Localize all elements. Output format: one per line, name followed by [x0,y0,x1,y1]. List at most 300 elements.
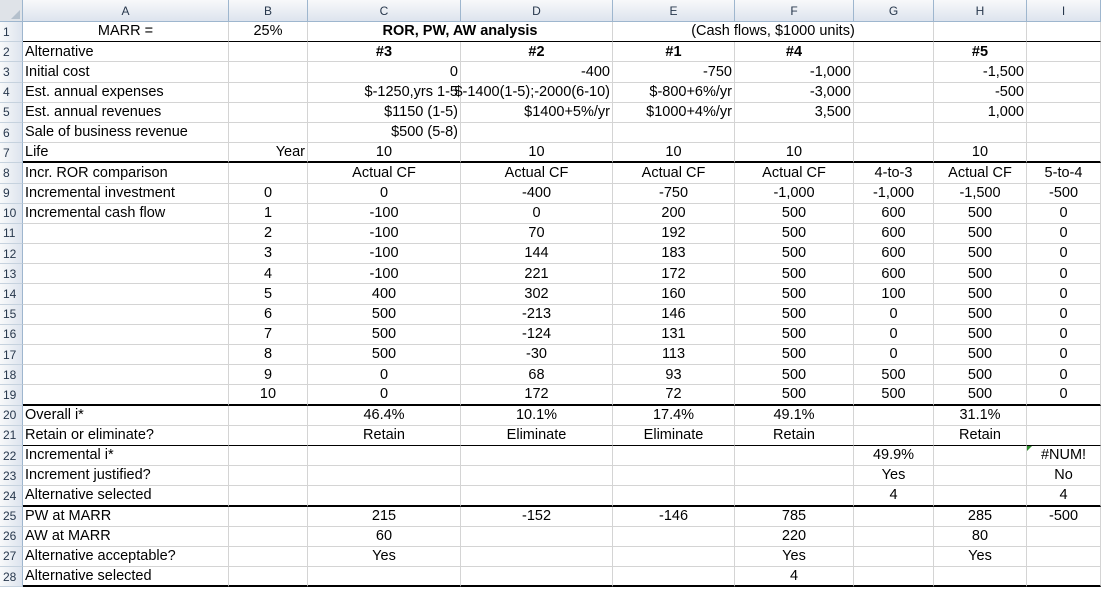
cell-h20[interactable]: 31.1% [934,406,1027,426]
sheet-row [0,163,1101,183]
cell-b15[interactable]: 6 [229,305,308,325]
cell-a25[interactable]: PW at MARR [23,507,229,527]
cell-d23[interactable] [461,466,613,486]
cell-i14[interactable]: 0 [1027,284,1101,304]
cell-d14[interactable]: 302 [461,284,613,304]
cell-i13[interactable]: 0 [1027,264,1101,284]
sheet-row [0,143,1101,163]
sheet-row [0,204,1101,224]
cell-f14[interactable]: 500 [735,284,854,304]
cell-f11[interactable]: 500 [735,224,854,244]
cell-g3[interactable] [854,62,934,82]
column-header-a[interactable]: A [23,0,229,22]
cell-a21[interactable]: Retain or eliminate? [23,426,229,446]
cell-f21[interactable]: Retain [735,426,854,446]
cell-a19[interactable] [23,385,229,405]
cell-b1[interactable]: 25% [229,22,308,42]
cell-d12[interactable]: 144 [461,244,613,264]
cell-g16[interactable]: 0 [854,325,934,345]
cell-e10[interactable]: 200 [613,204,735,224]
cell-h7[interactable]: 10 [934,143,1027,163]
cell-a8[interactable]: Incr. ROR comparison [23,163,229,183]
cell-e2[interactable]: #1 [613,42,735,62]
column-header-f[interactable]: F [735,0,854,22]
cell-e5[interactable]: $1000+4%/yr [613,103,735,123]
cell-a20[interactable]: Overall i* [23,406,229,426]
cell-f25[interactable]: 785 [735,507,854,527]
cell-f20[interactable]: 49.1% [735,406,854,426]
cell-i7[interactable] [1027,143,1101,163]
cell-e4[interactable]: $-800+6%/yr [613,83,735,103]
cell-a10[interactable]: Incremental cash flow [23,204,229,224]
cell-g10[interactable]: 600 [854,204,934,224]
cell-f7[interactable]: 10 [735,143,854,163]
cell-e21[interactable]: Eliminate [613,426,735,446]
cell-c13[interactable]: -100 [308,264,461,284]
row-header[interactable]: 8 [0,163,23,183]
row-header[interactable]: 28 [0,567,23,587]
cell-e23[interactable] [613,466,735,486]
error-indicator-icon[interactable] [1027,446,1032,451]
cell-g8[interactable]: 4-to-3 [854,163,934,183]
cell-g17[interactable]: 0 [854,345,934,365]
cell-a26[interactable]: AW at MARR [23,527,229,547]
cell-g7[interactable] [854,143,934,163]
cell-h28[interactable] [934,567,1027,587]
cell-c14[interactable]: 400 [308,284,461,304]
cell-e8[interactable]: Actual CF [613,163,735,183]
cell-b18[interactable]: 9 [229,365,308,385]
cell-i9[interactable]: -500 [1027,184,1101,204]
cell-c7[interactable]: 10 [308,143,461,163]
cell-h6[interactable] [934,123,1027,143]
cell-a9[interactable]: Incremental investment [23,184,229,204]
cell-i27[interactable] [1027,547,1101,567]
row-header[interactable]: 16 [0,325,23,345]
cell-d21[interactable]: Eliminate [461,426,613,446]
cell-h27[interactable]: Yes [934,547,1027,567]
cell-d15[interactable]: -213 [461,305,613,325]
cell-a13[interactable] [23,264,229,284]
row-header[interactable]: 21 [0,426,23,446]
cell-h12[interactable]: 500 [934,244,1027,264]
cell-f13[interactable]: 500 [735,264,854,284]
cell-e7[interactable]: 10 [613,143,735,163]
cell-e20[interactable]: 17.4% [613,406,735,426]
cell-i16[interactable]: 0 [1027,325,1101,345]
cell-d6[interactable] [461,123,613,143]
row-header[interactable]: 27 [0,547,23,567]
column-header-h[interactable]: H [934,0,1027,22]
cell-d24[interactable] [461,486,613,506]
cell-e27[interactable] [613,547,735,567]
cell-a18[interactable] [23,365,229,385]
cell-c16[interactable]: 500 [308,325,461,345]
cell-b23[interactable] [229,466,308,486]
cell-b4[interactable] [229,83,308,103]
cell-b9[interactable]: 0 [229,184,308,204]
cell-g24[interactable]: 4 [854,486,934,506]
sheet-row [0,244,1101,264]
cell-i5[interactable] [1027,103,1101,123]
cell-b19[interactable]: 10 [229,385,308,405]
cell-g15[interactable]: 0 [854,305,934,325]
cell-h1[interactable] [934,22,1027,42]
cell-h14[interactable]: 500 [934,284,1027,304]
row-header[interactable]: 17 [0,345,23,365]
cell-a4[interactable]: Est. annual expenses [23,83,229,103]
row-header[interactable]: 26 [0,527,23,547]
cell-i1[interactable] [1027,22,1101,42]
cell-d28[interactable] [461,567,613,587]
cell-f16[interactable]: 500 [735,325,854,345]
cell-d8[interactable]: Actual CF [461,163,613,183]
column-header-d[interactable]: D [461,0,613,22]
cell-d16[interactable]: -124 [461,325,613,345]
row-header[interactable]: 3 [0,62,23,82]
row-header[interactable]: 19 [0,385,23,405]
cell-a16[interactable] [23,325,229,345]
cell-g25[interactable] [854,507,934,527]
cell-f3[interactable]: -1,000 [735,62,854,82]
cell-g23[interactable]: Yes [854,466,934,486]
cell-f17[interactable]: 500 [735,345,854,365]
cell-g28[interactable] [854,567,934,587]
cell-h21[interactable]: Retain [934,426,1027,446]
row-header[interactable]: 2 [0,42,23,62]
cell-b6[interactable] [229,123,308,143]
cell-f27[interactable]: Yes [735,547,854,567]
cell-a2[interactable]: Alternative [23,42,229,62]
cell-a28[interactable]: Alternative selected [23,567,229,587]
cell-f26[interactable]: 220 [735,527,854,547]
cell-i25[interactable]: -500 [1027,507,1101,527]
cell-a12[interactable] [23,244,229,264]
cell-c27[interactable]: Yes [308,547,461,567]
cell-d18[interactable]: 68 [461,365,613,385]
cell-g18[interactable]: 500 [854,365,934,385]
cell-d9[interactable]: -400 [461,184,613,204]
column-header-c[interactable]: C [308,0,461,22]
cell-h19[interactable]: 500 [934,385,1027,405]
cell-i12[interactable]: 0 [1027,244,1101,264]
cell-e13[interactable]: 172 [613,264,735,284]
cell-g19[interactable]: 500 [854,385,934,405]
cell-f9[interactable]: -1,000 [735,184,854,204]
cell-a1[interactable]: MARR = [23,22,229,42]
select-all-corner[interactable] [0,0,23,22]
cell-e16[interactable]: 131 [613,325,735,345]
cell-b14[interactable]: 5 [229,284,308,304]
cell-d2[interactable]: #2 [461,42,613,62]
sheet-row [0,42,1101,62]
cell-e25[interactable]: -146 [613,507,735,527]
cell-h26[interactable]: 80 [934,527,1027,547]
cell-c10[interactable]: -100 [308,204,461,224]
cell-f22[interactable] [735,446,854,466]
cell-f8[interactable]: Actual CF [735,163,854,183]
cell-i2[interactable] [1027,42,1101,62]
row-header[interactable]: 24 [0,486,23,506]
cell-a5[interactable]: Est. annual revenues [23,103,229,123]
cell-a7[interactable]: Life [23,143,229,163]
cell-c23[interactable] [308,466,461,486]
cell-h16[interactable]: 500 [934,325,1027,345]
cell-f12[interactable]: 500 [735,244,854,264]
cell-g5[interactable] [854,103,934,123]
cell-e24[interactable] [613,486,735,506]
row-header[interactable]: 14 [0,284,23,304]
cell-e19[interactable]: 72 [613,385,735,405]
cell-h24[interactable] [934,486,1027,506]
cell-a14[interactable] [23,284,229,304]
cell-c1[interactable]: ROR, PW, AW analysis [308,22,613,42]
row-header[interactable]: 25 [0,507,23,527]
cell-i19[interactable]: 0 [1027,385,1101,405]
column-header-e[interactable]: E [613,0,735,22]
cell-d27[interactable] [461,547,613,567]
column-header-g[interactable]: G [854,0,934,22]
cell-g6[interactable] [854,123,934,143]
cell-e28[interactable] [613,567,735,587]
cell-e9[interactable]: -750 [613,184,735,204]
cell-i11[interactable]: 0 [1027,224,1101,244]
cell-e18[interactable]: 93 [613,365,735,385]
cell-g27[interactable] [854,547,934,567]
cell-d4[interactable]: $-1400(1-5);-2000(6-10) [461,83,613,103]
cell-i6[interactable] [1027,123,1101,143]
cell-h23[interactable] [934,466,1027,486]
cell-c3[interactable]: 0 [308,62,461,82]
cell-g13[interactable]: 600 [854,264,934,284]
cell-f6[interactable] [735,123,854,143]
sheet-row [0,406,1101,426]
cell-c6[interactable]: $500 (5-8) [308,123,461,143]
cell-f4[interactable]: -3,000 [735,83,854,103]
cell-i10[interactable]: 0 [1027,204,1101,224]
cell-c17[interactable]: 500 [308,345,461,365]
cell-c21[interactable]: Retain [308,426,461,446]
sheet-row [0,325,1101,345]
cell-b7[interactable]: Year [229,143,308,163]
cell-f10[interactable]: 500 [735,204,854,224]
cell-g9[interactable]: -1,000 [854,184,934,204]
cell-a15[interactable] [23,305,229,325]
cell-a6[interactable]: Sale of business revenue [23,123,229,143]
sheet-row [0,305,1101,325]
cell-h8[interactable]: Actual CF [934,163,1027,183]
cell-f2[interactable]: #4 [735,42,854,62]
cell-c24[interactable] [308,486,461,506]
cell-i17[interactable]: 0 [1027,345,1101,365]
row-header[interactable]: 23 [0,466,23,486]
cell-d19[interactable]: 172 [461,385,613,405]
row-header[interactable]: 1 [0,22,23,42]
cell-b10[interactable]: 1 [229,204,308,224]
cell-f18[interactable]: 500 [735,365,854,385]
cell-b22[interactable] [229,446,308,466]
row-header[interactable]: 6 [0,123,23,143]
cell-c8[interactable]: Actual CF [308,163,461,183]
cell-g12[interactable]: 600 [854,244,934,264]
cell-b21[interactable] [229,426,308,446]
row-header[interactable]: 5 [0,103,23,123]
cell-i24[interactable]: 4 [1027,486,1101,506]
cell-c20[interactable]: 46.4% [308,406,461,426]
cell-h22[interactable] [934,446,1027,466]
row-header[interactable]: 7 [0,143,23,163]
cell-c22[interactable] [308,446,461,466]
cell-e6[interactable] [613,123,735,143]
cell-h5[interactable]: 1,000 [934,103,1027,123]
cell-b20[interactable] [229,406,308,426]
cell-b8[interactable] [229,163,308,183]
row-header[interactable]: 22 [0,446,23,466]
cell-i3[interactable] [1027,62,1101,82]
row-header[interactable]: 11 [0,224,23,244]
cell-f5[interactable]: 3,500 [735,103,854,123]
row-header[interactable]: 15 [0,305,23,325]
row-header[interactable]: 20 [0,406,23,426]
row-header[interactable]: 13 [0,264,23,284]
cell-a24[interactable]: Alternative selected [23,486,229,506]
cell-e11[interactable]: 192 [613,224,735,244]
cell-b17[interactable]: 8 [229,345,308,365]
cell-c9[interactable]: 0 [308,184,461,204]
cell-h11[interactable]: 500 [934,224,1027,244]
cell-b25[interactable] [229,507,308,527]
cell-g22[interactable]: 49.9% [854,446,934,466]
cell-b26[interactable] [229,527,308,547]
cell-h2[interactable]: #5 [934,42,1027,62]
cell-grid[interactable] [0,22,1101,587]
cell-h15[interactable]: 500 [934,305,1027,325]
cell-c2[interactable]: #3 [308,42,461,62]
cell-e15[interactable]: 146 [613,305,735,325]
cell-c11[interactable]: -100 [308,224,461,244]
cell-d3[interactable]: -400 [461,62,613,82]
cell-b3[interactable] [229,62,308,82]
cell-c25[interactable]: 215 [308,507,461,527]
cell-d7[interactable]: 10 [461,143,613,163]
cell-e3[interactable]: -750 [613,62,735,82]
cell-g2[interactable] [854,42,934,62]
cell-c19[interactable]: 0 [308,385,461,405]
cell-b13[interactable]: 4 [229,264,308,284]
row-header[interactable]: 18 [0,365,23,385]
cell-f23[interactable] [735,466,854,486]
cell-d22[interactable] [461,446,613,466]
row-header[interactable]: 12 [0,244,23,264]
column-header-b[interactable]: B [229,0,308,22]
cell-b24[interactable] [229,486,308,506]
cell-h18[interactable]: 500 [934,365,1027,385]
cell-d11[interactable]: 70 [461,224,613,244]
row-header[interactable]: 9 [0,184,23,204]
cell-d20[interactable]: 10.1% [461,406,613,426]
cell-e14[interactable]: 160 [613,284,735,304]
cell-i23[interactable]: No [1027,466,1101,486]
cell-g21[interactable] [854,426,934,446]
cell-e17[interactable]: 113 [613,345,735,365]
cell-g11[interactable]: 600 [854,224,934,244]
cell-h3[interactable]: -1,500 [934,62,1027,82]
cell-h9[interactable]: -1,500 [934,184,1027,204]
cell-d13[interactable]: 221 [461,264,613,284]
cell-h10[interactable]: 500 [934,204,1027,224]
cell-b5[interactable] [229,103,308,123]
cell-e26[interactable] [613,527,735,547]
cell-d10[interactable]: 0 [461,204,613,224]
cell-i21[interactable] [1027,426,1101,446]
cell-f19[interactable]: 500 [735,385,854,405]
cell-b16[interactable]: 7 [229,325,308,345]
cell-c28[interactable] [308,567,461,587]
cell-f28[interactable]: 4 [735,567,854,587]
cell-e12[interactable]: 183 [613,244,735,264]
cell-i15[interactable]: 0 [1027,305,1101,325]
row-header[interactable]: 10 [0,204,23,224]
cell-c12[interactable]: -100 [308,244,461,264]
sheet-row [0,62,1101,82]
cell-h4[interactable]: -500 [934,83,1027,103]
cell-i22[interactable] [1027,446,1101,466]
cell-g20[interactable] [854,406,934,426]
cell-i28[interactable] [1027,567,1101,587]
cell-b11[interactable]: 2 [229,224,308,244]
cell-f15[interactable]: 500 [735,305,854,325]
cell-b2[interactable] [229,42,308,62]
cell-i26[interactable] [1027,527,1101,547]
cell-e22[interactable] [613,446,735,466]
cell-a23[interactable]: Increment justified? [23,466,229,486]
cell-a17[interactable] [23,345,229,365]
cell-h25[interactable]: 285 [934,507,1027,527]
cell-c4[interactable]: $-1250,yrs 1-5 [308,83,461,103]
sheet-row [0,22,1101,42]
cell-c26[interactable]: 60 [308,527,461,547]
cell-d5[interactable]: $1400+5%/yr [461,103,613,123]
cell-g4[interactable] [854,83,934,103]
cell-d17[interactable]: -30 [461,345,613,365]
cell-i18[interactable]: 0 [1027,365,1101,385]
cell-d26[interactable] [461,527,613,547]
cell-c18[interactable]: 0 [308,365,461,385]
cell-d25[interactable]: -152 [461,507,613,527]
cell-h13[interactable]: 500 [934,264,1027,284]
cell-f24[interactable] [735,486,854,506]
cell-e1[interactable]: (Cash flows, $1000 units) [613,22,934,42]
cell-g14[interactable]: 100 [854,284,934,304]
cell-i20[interactable] [1027,406,1101,426]
cell-a11[interactable] [23,224,229,244]
cell-b12[interactable]: 3 [229,244,308,264]
cell-b27[interactable] [229,547,308,567]
cell-c15[interactable]: 500 [308,305,461,325]
cell-h17[interactable]: 500 [934,345,1027,365]
cell-a27[interactable]: Alternative acceptable? [23,547,229,567]
row-header[interactable]: 4 [0,83,23,103]
cell-a3[interactable]: Initial cost [23,62,229,82]
cell-a22[interactable]: Incremental i* [23,446,229,466]
column-header-i[interactable]: I [1027,0,1101,22]
cell-i8[interactable]: 5-to-4 [1027,163,1101,183]
sheet-row [0,103,1101,123]
cell-c5[interactable]: $1150 (1-5) [308,103,461,123]
cell-b28[interactable] [229,567,308,587]
cell-g26[interactable] [854,527,934,547]
cell-i4[interactable] [1027,83,1101,103]
